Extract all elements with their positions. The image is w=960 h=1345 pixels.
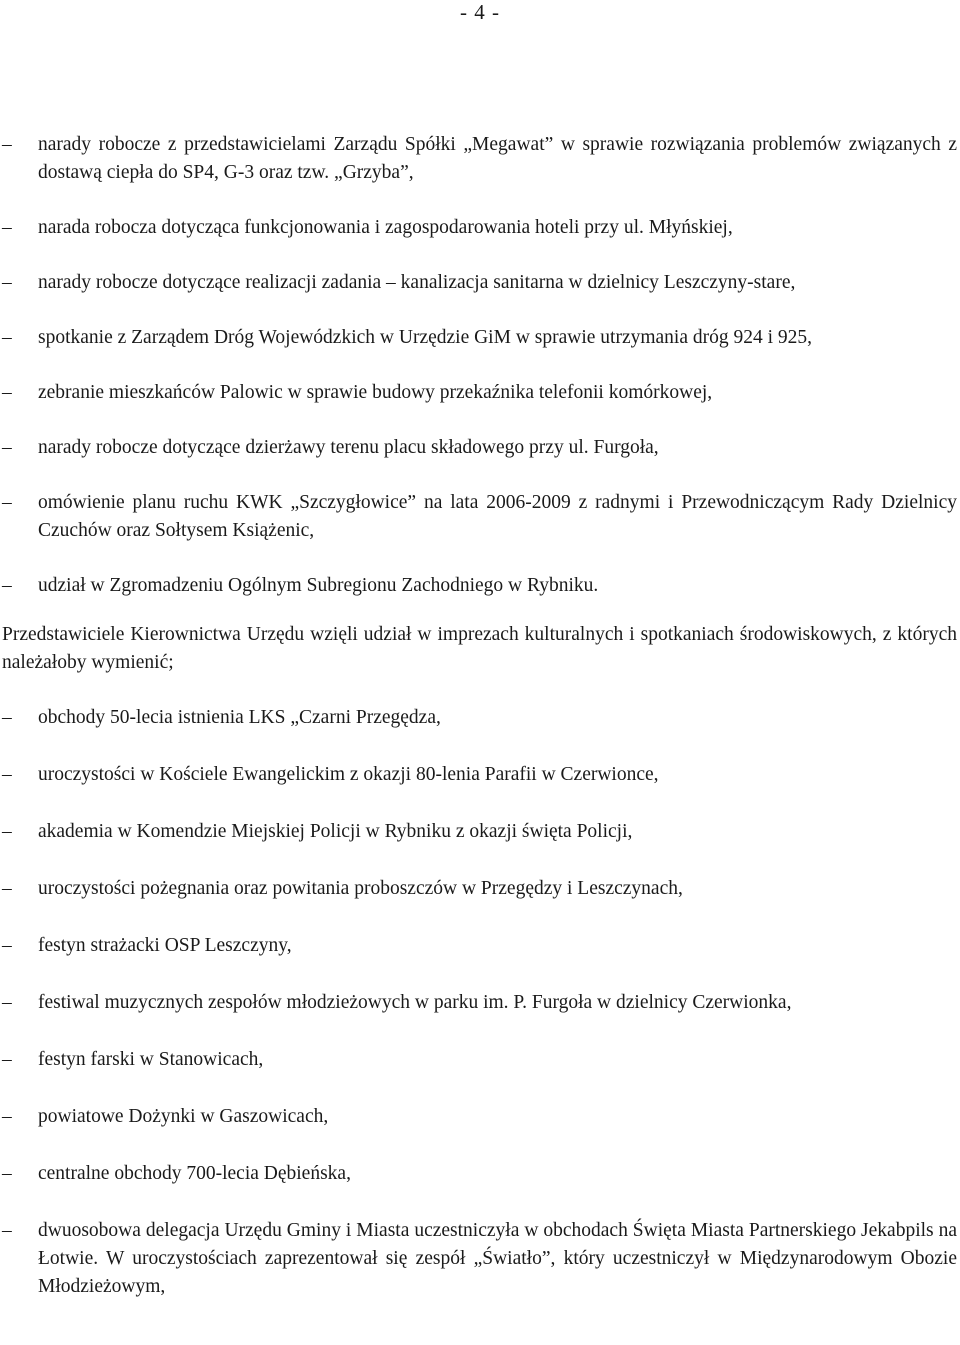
dash-bullet: – xyxy=(2,764,12,785)
list-item xyxy=(2,1046,957,1074)
list-item-text: udział w Zgromadzeniu Ogólnym Subregionu Zachodniego w Rybniku. xyxy=(38,575,599,596)
dash-bullet: – xyxy=(2,992,12,1013)
list-item-text: festyn farski w Stanowicach, xyxy=(38,1049,264,1070)
list-item-text: uroczystości pożegnania oraz powitania proboszczów w Przegędzy i Leszczynach, xyxy=(38,878,683,899)
dash-bullet: – xyxy=(2,1049,12,1070)
list-item-text: obchody 50-lecia istnienia LKS „Czarni Przegędza, xyxy=(38,707,441,728)
list-item-text: narady robocze dotyczące realizacji zadania – kanalizacja sanitarna w dzielnicy Leszczyny-stare, xyxy=(38,272,796,293)
meetings-list xyxy=(2,131,957,600)
dash-bullet: – xyxy=(2,935,12,956)
list-item-text: zebranie mieszkańców Palowic w sprawie budowy przekaźnika telefonii komórkowej, xyxy=(38,382,713,403)
list-item xyxy=(2,131,957,187)
list-item xyxy=(2,704,957,732)
dash-bullet: – xyxy=(2,217,12,238)
events-list xyxy=(2,704,957,1301)
list-item xyxy=(2,1160,957,1188)
list-item xyxy=(2,489,957,545)
list-item xyxy=(2,818,957,846)
list-item xyxy=(2,572,957,600)
list-item xyxy=(2,761,957,789)
list-item-text: akademia w Komendzie Miejskiej Policji w Rybniku z okazji święta Policji, xyxy=(38,821,633,842)
dash-bullet: – xyxy=(2,707,12,728)
document-body xyxy=(2,131,957,1328)
dash-bullet: – xyxy=(2,575,12,596)
list-item xyxy=(2,1217,957,1301)
list-item-text: dwuosobowa delegacja Urzędu Gminy i Miasta uczestniczyła w obchodach Święta Miasta Partnerskiego Jekabpils na Łotwie. W uroczystościach zaprezentował się zespół „Światło”, który uczestniczył w Międzynarodowym Obozie Młodzieżowym, xyxy=(38,1220,957,1297)
list-item xyxy=(2,269,957,297)
list-item-text: omówienie planu ruchu KWK „Szczygłowice” na lata 2006-2009 z radnymi i Przewodniczącym Rady Dzielnicy Czuchów oraz Sołtysem Książenic, xyxy=(38,492,957,541)
list-item-text: narady robocze dotyczące dzierżawy terenu placu składowego przy ul. Furgoła, xyxy=(38,437,659,458)
page-number: - 4 - xyxy=(460,0,500,24)
dash-bullet: – xyxy=(2,272,12,293)
dash-bullet: – xyxy=(2,327,12,348)
list-item-text: spotkanie z Zarządem Dróg Wojewódzkich w Urzędzie GiM w sprawie utrzymania dróg 924 i 925, xyxy=(38,327,813,348)
body-paragraph: Przedstawiciele Kierownictwa Urzędu wzięli udział w imprezach kulturalnych i spotkaniach środowiskowych, z których należałoby wymienić; xyxy=(2,624,957,673)
dash-bullet: – xyxy=(2,1220,12,1241)
dash-bullet: – xyxy=(2,382,12,403)
list-item-text: festyn strażacki OSP Leszczyny, xyxy=(38,935,292,956)
list-item xyxy=(2,932,957,960)
list-item-text: narady robocze z przedstawicielami Zarządu Spółki „Megawat” w sprawie rozwiązania problemów związanych z dostawą ciepła do SP4, G-3 oraz tzw. „Grzyba”, xyxy=(38,134,957,183)
dash-bullet: – xyxy=(2,134,12,155)
dash-bullet: – xyxy=(2,1163,12,1184)
list-item-text: uroczystości w Kościele Ewangelickim z okazji 80-lenia Parafii w Czerwionce, xyxy=(38,764,659,785)
list-item-text: centralne obchody 700-lecia Dębieńska, xyxy=(38,1163,351,1184)
list-item-text: powiatowe Dożynki w Gaszowicach, xyxy=(38,1106,329,1127)
dash-bullet: – xyxy=(2,821,12,842)
dash-bullet: – xyxy=(2,1106,12,1127)
list-item xyxy=(2,324,957,352)
dash-bullet: – xyxy=(2,437,12,458)
dash-bullet: – xyxy=(2,492,12,513)
list-item xyxy=(2,1103,957,1131)
dash-bullet: – xyxy=(2,878,12,899)
list-item xyxy=(2,875,957,903)
list-item xyxy=(2,379,957,407)
list-item xyxy=(2,989,957,1017)
list-item xyxy=(2,214,957,242)
list-item-text: narada robocza dotycząca funkcjonowania i zagospodarowania hoteli przy ul. Młyńskiej, xyxy=(38,217,733,238)
list-item xyxy=(2,434,957,462)
list-item-text: festiwal muzycznych zespołów młodzieżowych w parku im. P. Furgoła w dzielnicy Czerwionka, xyxy=(38,992,792,1013)
